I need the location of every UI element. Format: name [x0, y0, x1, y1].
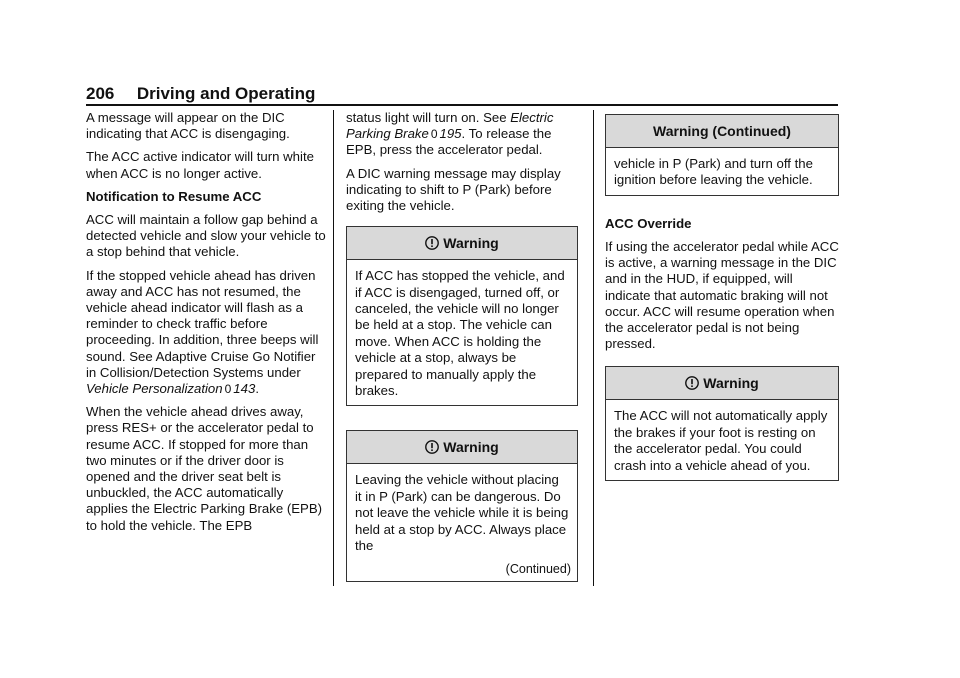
warning-body: The ACC will not automatically apply the brakes if your foot is resting on the accelerator pedal. You could crash into a vehicle ahead of you.	[614, 408, 828, 473]
warning-header: Warning (Continued)	[606, 115, 838, 148]
page-header	[86, 84, 838, 104]
warning-title: Warning	[443, 439, 499, 456]
paragraph-text: . To release the EPB, press the accelerator pedal.	[346, 126, 552, 158]
page-ref-symbol: 0	[430, 127, 438, 142]
warning-icon	[425, 434, 439, 466]
warning-title: Warning	[443, 235, 499, 252]
warning-title: Warning	[703, 375, 759, 392]
warning-box	[346, 430, 578, 581]
paragraph: A DIC warning message may display indicating to shift to P (Park) before exiting the vehicle.	[346, 165, 561, 214]
column-divider	[593, 110, 594, 586]
column-2	[346, 110, 578, 602]
page-ref-symbol: 0	[224, 382, 232, 397]
warning-header	[347, 227, 577, 260]
warning-box	[605, 366, 839, 481]
cross-reference-title[interactable]: Vehicle Personalization	[86, 381, 223, 397]
column-1	[86, 110, 326, 541]
cross-reference-title[interactable]: Electric Parking Brake	[346, 110, 554, 142]
paragraph: If using the accelerator pedal while ACC is active, a warning message in the DIC and in the HUD, if equipped, will indicate that automatic braking will not occur. ACC will resume operation when the accelerator pedal is not being pressed.	[605, 239, 839, 352]
warning-body: vehicle in P (Park) and turn off the ignition before leaving the vehicle.	[614, 156, 813, 188]
warning-header	[347, 431, 577, 464]
warning-box	[346, 226, 578, 406]
paragraph: When the vehicle ahead drives away, press RES+ or the accelerator pedal to resume ACC. If stopped for more than two minutes or if the driver door is opened and the driver seat belt is unbuckled, the ACC automatically applies the Electric Parking Brake (EPB) to hold the vehicle. The EPB	[86, 404, 323, 533]
paragraph	[346, 110, 578, 159]
section-title: Driving and Operating	[136, 84, 316, 103]
subheading: Notification to Resume ACC	[86, 188, 262, 204]
subheading: ACC Override	[605, 215, 692, 231]
paragraph: The ACC active indicator will turn white when ACC is no longer active.	[86, 149, 314, 181]
warning-icon	[425, 230, 439, 262]
warning-body: Leaving the vehicle without placing it in P (Park) can be dangerous. Do not leave the vehicle while it is being held at a stop by ACC. Always place the	[355, 472, 569, 554]
header-rule	[86, 104, 838, 106]
warning-body: If ACC has stopped the vehicle, and if ACC is disengaged, turned off, or canceled, the vehicle will no longer be held at a stop. The vehicle can move. When ACC is holding the vehicle at a stop, always be prepared to manually apply the brakes.	[355, 268, 565, 399]
continued-label: (Continued)	[505, 561, 571, 576]
paragraph-text: If the stopped vehicle ahead has driven away and ACC has not resumed, the vehicle ahead indicator will flash as a reminder to check traffic before proceeding. In addition, three beeps will sound. See Adaptive Cruise Go Notifier in Collision/Detection Systems under	[86, 267, 319, 380]
paragraph: A message will appear on the DIC indicating that ACC is disengaging.	[86, 110, 290, 142]
paragraph-text: status light will turn on. See	[346, 110, 511, 125]
column-3	[605, 110, 839, 501]
cross-reference-page[interactable]: 143	[233, 381, 256, 397]
warning-header	[606, 367, 838, 400]
paragraph: ACC will maintain a follow gap behind a detected vehicle and slow your vehicle to a stop behind that vehicle.	[86, 212, 326, 260]
warning-icon	[685, 370, 699, 402]
cross-reference-page[interactable]: 195	[439, 126, 462, 142]
page-number: 206	[86, 84, 115, 103]
paragraph-text: .	[255, 381, 259, 397]
column-divider	[333, 110, 334, 586]
warning-box-continued	[605, 114, 839, 196]
paragraph	[86, 268, 326, 398]
